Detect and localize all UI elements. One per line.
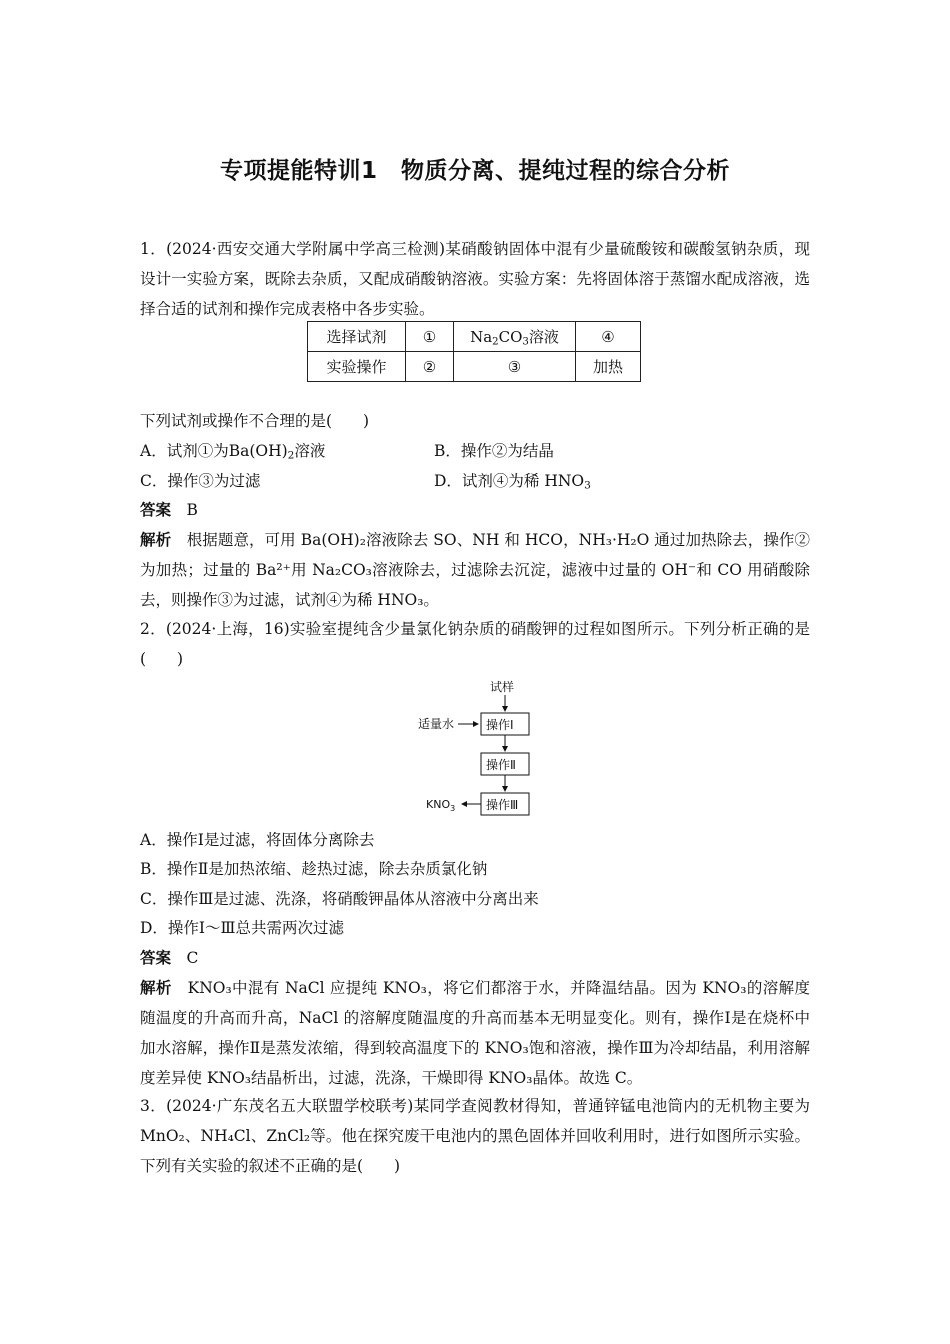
q1-option-c: C．操作③为过滤 xyxy=(140,472,261,490)
flow-op1-label: 操作Ⅰ xyxy=(486,718,514,732)
table-cell: ③ xyxy=(454,352,576,382)
q2-option-c: C．操作Ⅲ是过滤、洗涤，将硝酸钾晶体从溶液中分离出来 xyxy=(140,890,539,908)
table-cell-text: 溶液 xyxy=(528,328,559,346)
table-cell: ① xyxy=(406,322,454,352)
q2-flow-diagram xyxy=(410,674,550,820)
table-cell: 加热 xyxy=(576,352,641,382)
analysis-text: 根据题意，可用 Ba(OH)₂溶液除去 SO、NH 和 HCO，NH₃·H₂O 通过加热除去，操作②为加热；过量的 Ba²⁺用 Na₂CO₃溶液除去，过滤除去沉淀，滤液中过量的 OH⁻和 CO 用硝酸除去，则操作③为过滤，试剂④为稀 HNO₃。 xyxy=(140,531,810,609)
option-text: 溶液 xyxy=(294,442,326,460)
q1-answer xyxy=(140,495,810,525)
q1-option-a: A．试剂①为$Ba(OH)_2$溶液 xyxy=(140,442,326,462)
answer-value: C xyxy=(186,949,199,967)
page-title: 专项提能特训1 物质分离、提纯过程的综合分析 xyxy=(219,158,730,184)
q2-option-a: A．操作Ⅰ是过滤，将固体分离除去 xyxy=(140,831,375,849)
table-row xyxy=(308,352,641,382)
q1-stem: 1．(2024·西安交通大学附属中学高三检测)某硝酸钠固体中混有少量硫酸铵和碳酸氢钠杂质，现设计一实验方案，既除去杂质，又配成硝酸钠溶液。实验方案：先将固体溶于蒸馏水配成溶液，选择合适的试剂和操作完成表格中各步实验。 xyxy=(140,240,810,318)
option-text: D．试剂④为稀 HNO xyxy=(434,472,585,490)
q2-option-d: D．操作Ⅰ～Ⅲ总共需两次过滤 xyxy=(140,919,344,937)
flow-water-label: 适量水 xyxy=(418,717,455,731)
option-text: A．试剂①为Ba(OH) xyxy=(140,442,288,460)
q1-table xyxy=(307,321,641,382)
q2-stem: 2．(2024·上海，16)实验室提纯含少量氯化钠杂质的硝酸钾的过程如图所示。下列分析正确的是( ) xyxy=(140,620,810,668)
q2-analysis xyxy=(140,973,810,1093)
analysis-label: 解析 xyxy=(140,979,172,997)
table-cell: 选择试剂 xyxy=(308,322,406,352)
flow-product-label: $KNO_3$ xyxy=(426,798,456,813)
q1-question: 下列试剂或操作不合理的是( ) xyxy=(140,412,370,430)
flow-sample-label: 试样 xyxy=(490,680,515,694)
q2-option-b: B．操作Ⅱ是加热浓缩、趁热过滤，除去杂质氯化钠 xyxy=(140,860,488,878)
analysis-label: 解析 xyxy=(140,531,172,549)
answer-label: 答案 xyxy=(140,501,172,519)
q1-option-d: D．试剂④为稀 $HNO_3$ xyxy=(434,472,591,492)
table-cell: ④ xyxy=(576,322,641,352)
q2-answer xyxy=(140,943,810,973)
flow-op2-label: 操作Ⅱ xyxy=(486,758,516,772)
table-row xyxy=(308,322,641,352)
table-cell: 实验操作 xyxy=(308,352,406,382)
table-cell: ② xyxy=(406,352,454,382)
q3-stem: 3．(2024·广东茂名五大联盟学校联考)某同学查阅教材得知，普通锌锰电池筒内的无机物主要为 MnO₂、NH₄Cl、ZnCl₂等。他在探究废干电池内的黑色固体并回收利用时，进行如图所示实验。下列有关实验的叙述不正确的是( ) xyxy=(140,1097,810,1175)
q1-analysis xyxy=(140,525,810,615)
flow-op3-label: 操作Ⅲ xyxy=(486,798,519,812)
table-cell: $Na_2CO_3$溶液 xyxy=(454,322,576,352)
analysis-text: KNO₃中混有 NaCl 应提纯 KNO₃，将它们都溶于水，并降温结晶。因为 KNO₃的溶解度随温度的升高而升高，NaCl 的溶解度随温度的升高而基本无明显变化。则有，操作Ⅰ是在烧杯中加水溶解，操作Ⅱ是蒸发浓缩，得到较高温度下的 KNO₃饱和溶液，操作Ⅲ为冷却结晶，利用溶解度差异使 KNO₃结晶析出，过滤，洗涤，干燥即得 KNO₃晶体。故选 C。 xyxy=(140,979,810,1087)
answer-value: B xyxy=(186,501,198,519)
answer-label: 答案 xyxy=(140,949,172,967)
q1-option-b: B．操作②为结晶 xyxy=(434,442,554,460)
